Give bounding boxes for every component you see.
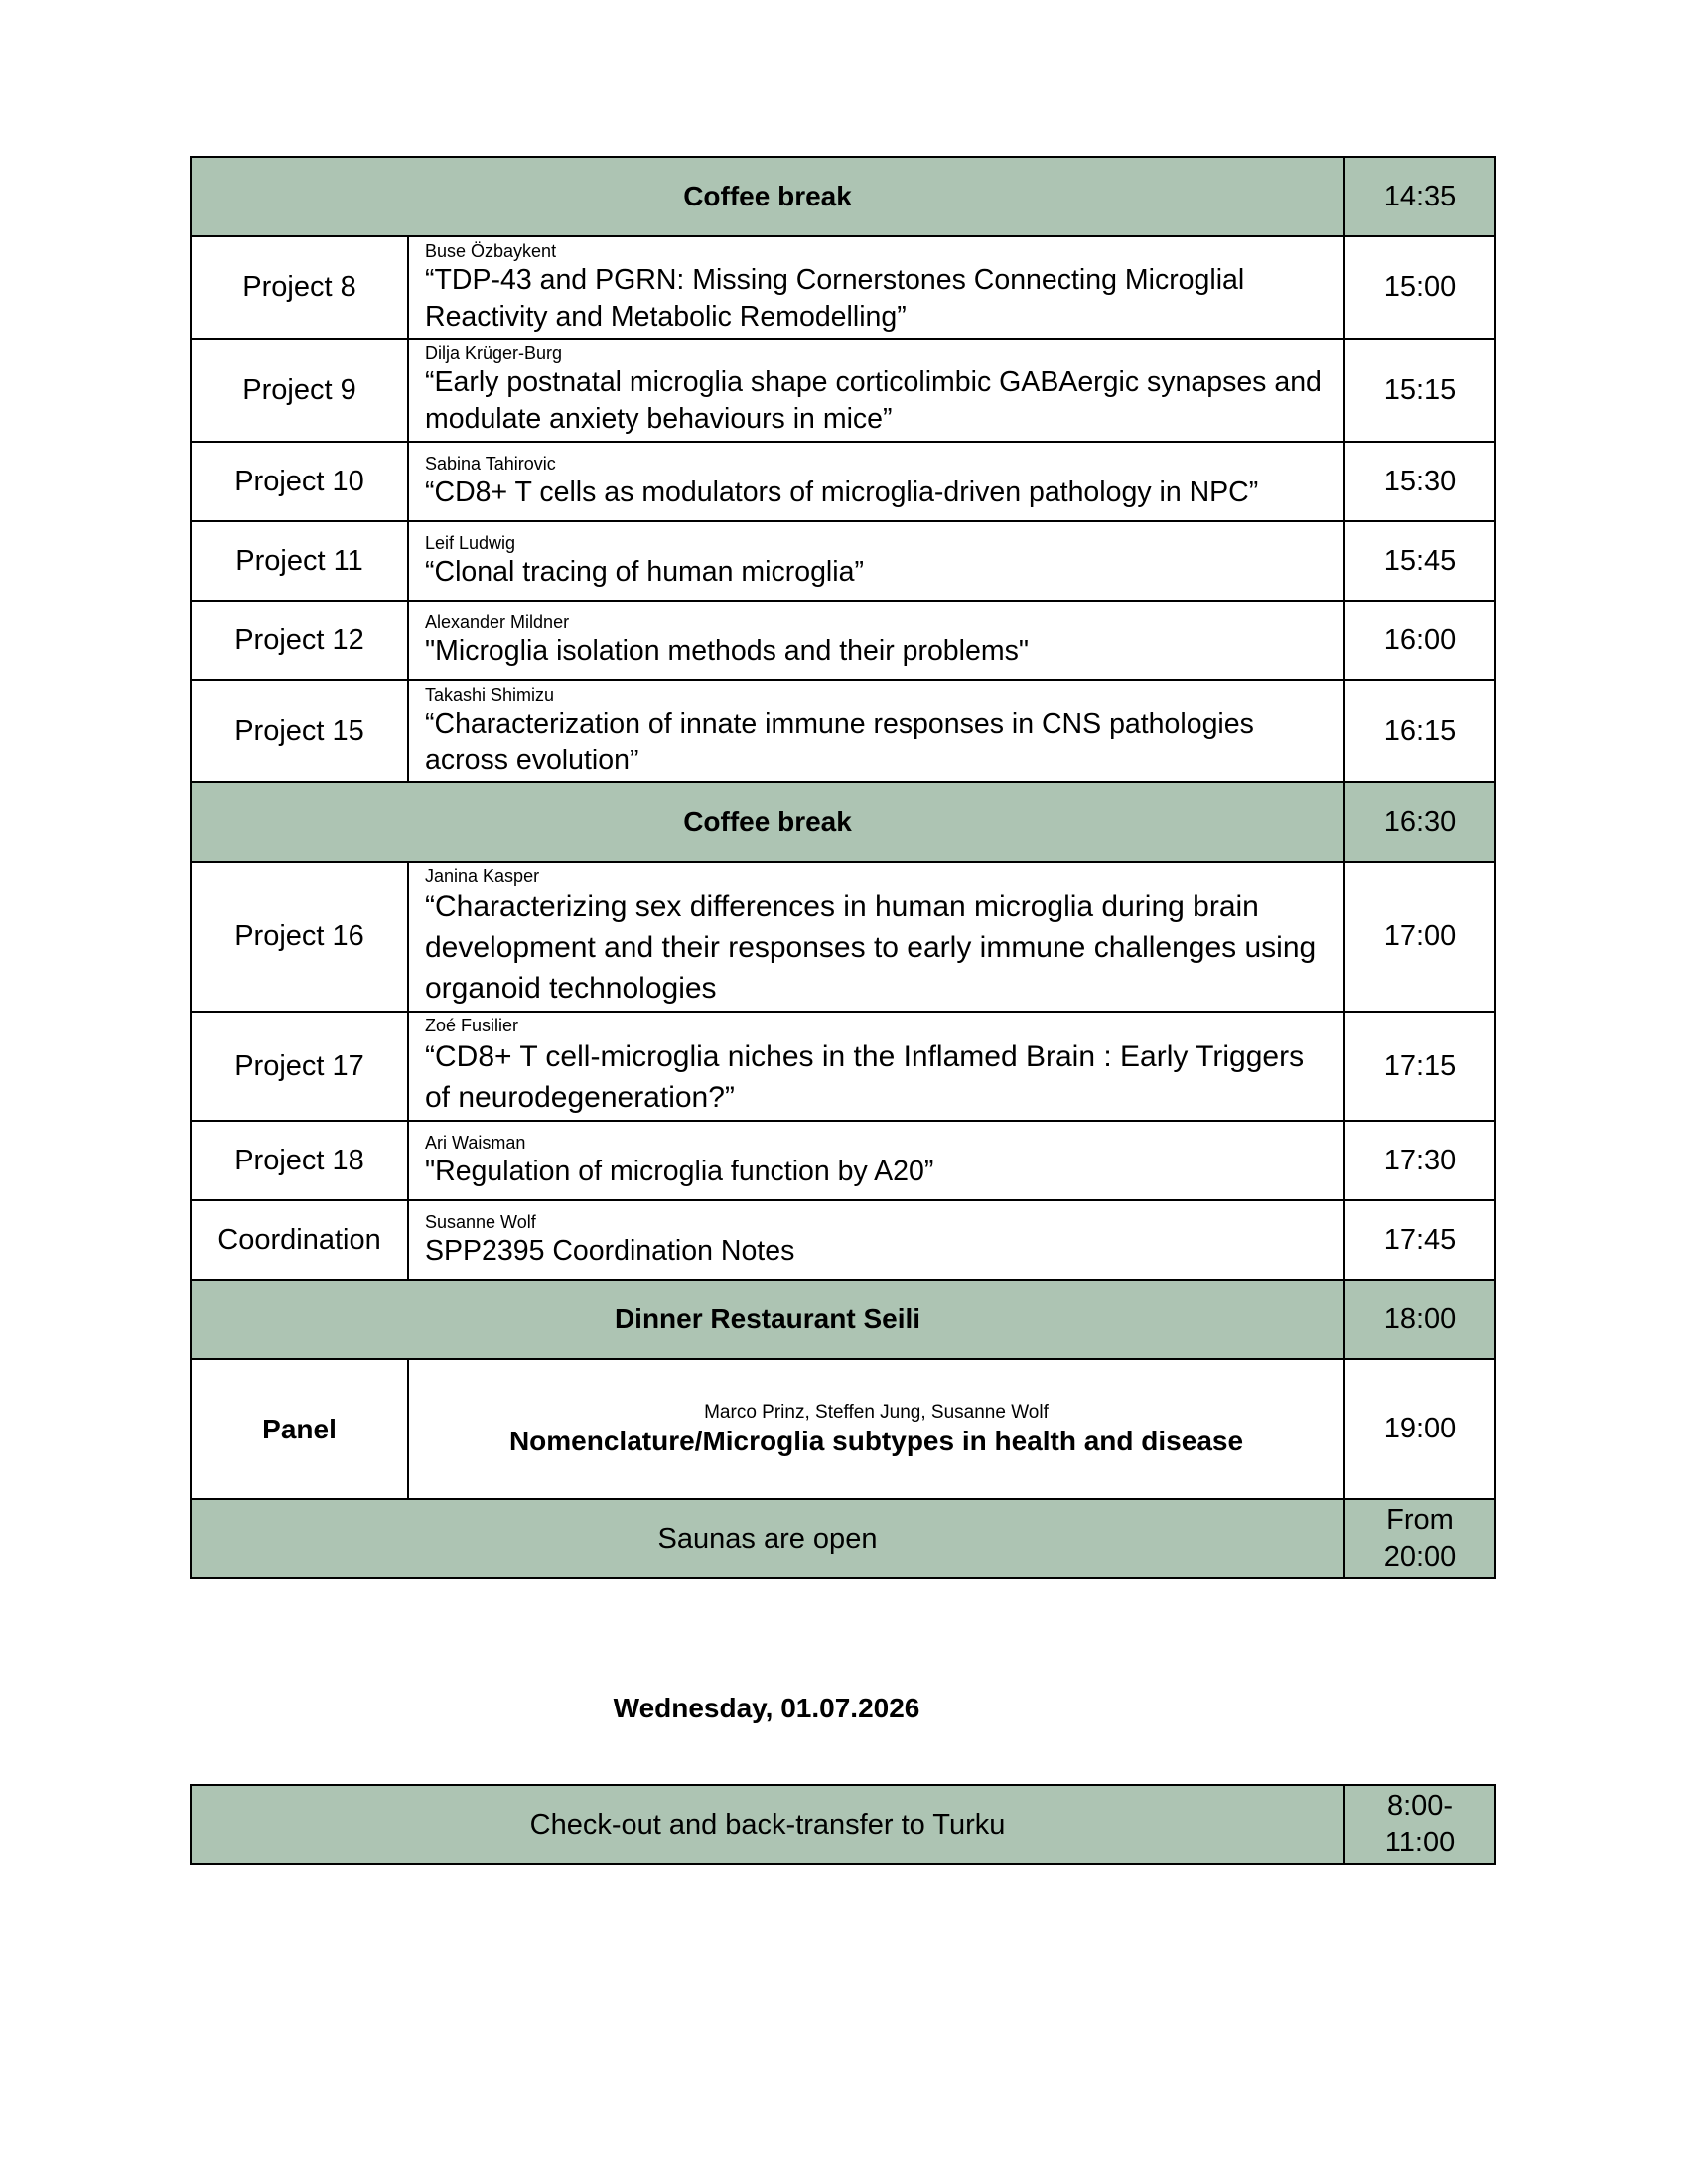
- schedule-row-note: [191, 1499, 1495, 1578]
- project-label: Project 10: [191, 442, 408, 521]
- time-cell: 14:35: [1344, 157, 1495, 236]
- project-label: Project 9: [191, 339, 408, 442]
- time-cell: 15:15: [1344, 339, 1495, 442]
- speaker-name: Susanne Wolf: [425, 1211, 536, 1232]
- time-cell: 16:00: [1344, 601, 1495, 680]
- schedule-row-talk: [191, 1121, 1495, 1200]
- schedule-row-talk: [191, 442, 1495, 521]
- talk-cell: [408, 1012, 1344, 1121]
- talk-title: “Early postnatal microglia shape corticolimbic GABAergic synapses and modulate anxiety behaviours in mice”: [425, 366, 1322, 435]
- talk-title: “CD8+ T cell-microglia niches in the Inflamed Brain : Early Triggers of neurodegeneration?”: [425, 1040, 1305, 1114]
- schedule-row-talk: [191, 339, 1495, 442]
- panel-title: Nomenclature/Microglia subtypes in health and disease: [508, 1425, 1244, 1456]
- talk-cell: [408, 680, 1344, 782]
- project-label: Project 12: [191, 601, 408, 680]
- day2-table: [190, 1784, 1496, 1865]
- speaker-name: Buse Özbaykent: [425, 240, 557, 261]
- project-label: Coordination: [191, 1200, 408, 1280]
- time-cell: [1344, 1499, 1495, 1578]
- talk-title: “Clonal tracing of human microglia”: [425, 555, 864, 588]
- panel-label: Panel: [191, 1359, 408, 1499]
- speaker-name: Takashi Shimizu: [425, 684, 555, 705]
- time-cell: 16:15: [1344, 680, 1495, 782]
- panel-cell: [408, 1359, 1344, 1499]
- talk-cell: [408, 862, 1344, 1012]
- talk-title: SPP2395 Coordination Notes: [425, 1234, 795, 1267]
- time-cell: 17:15: [1344, 1012, 1495, 1121]
- speaker-name: Leif Ludwig: [425, 532, 516, 553]
- time-line-2: 11:00: [1384, 1827, 1456, 1858]
- talk-cell: [408, 442, 1344, 521]
- speaker-name: Sabina Tahirovic: [425, 453, 556, 474]
- project-label: Project 18: [191, 1121, 408, 1200]
- talk-cell: [408, 601, 1344, 680]
- talk-cell: [408, 1200, 1344, 1280]
- speaker-name: Janina Kasper: [425, 866, 540, 886]
- talk-title: “TDP-43 and PGRN: Missing Cornerstones Connecting Microglial Reactivity and Metabolic Remodelling”: [425, 263, 1245, 333]
- schedule-row-talk: [191, 601, 1495, 680]
- speaker-name: Ari Waisman: [425, 1132, 526, 1153]
- time-cell: 17:45: [1344, 1200, 1495, 1280]
- time-cell: 15:00: [1344, 236, 1495, 339]
- talk-cell: [408, 1121, 1344, 1200]
- schedule-row-panel: [191, 1359, 1495, 1499]
- schedule-row-talk: [191, 680, 1495, 782]
- speaker-name: Alexander Mildner: [425, 612, 570, 632]
- schedule-table: [190, 156, 1496, 1579]
- project-label: Project 8: [191, 236, 408, 339]
- note-label: Saunas are open: [191, 1499, 1344, 1578]
- time-cell: 15:30: [1344, 442, 1495, 521]
- talk-cell: [408, 521, 1344, 601]
- speaker-name: Zoé Fusilier: [425, 1016, 519, 1035]
- talk-title: “Characterizing sex differences in human microglia during brain development and their responses to early immune challenges using organoid technologies: [425, 890, 1317, 1005]
- break-label: Dinner Restaurant Seili: [191, 1280, 1344, 1359]
- schedule-row-break: [191, 157, 1495, 236]
- time-cell: 17:30: [1344, 1121, 1495, 1200]
- talk-title: "Microglia isolation methods and their problems": [425, 634, 1029, 667]
- schedule-row-talk: [191, 1012, 1495, 1121]
- checkout-label: Check-out and back-transfer to Turku: [191, 1785, 1344, 1864]
- project-label: Project 16: [191, 862, 408, 1012]
- break-label: Coffee break: [191, 157, 1344, 236]
- project-label: Project 17: [191, 1012, 408, 1121]
- schedule-row-break: [191, 782, 1495, 862]
- day-heading: Wednesday, 01.07.2026: [613, 1693, 920, 1723]
- schedule-row-talk: [191, 1200, 1495, 1280]
- project-label: Project 15: [191, 680, 408, 782]
- schedule-row-talk: [191, 862, 1495, 1012]
- schedule-row-talk: [191, 236, 1495, 339]
- schedule-row-note: [191, 1785, 1495, 1864]
- speaker-name: Dilja Krüger-Burg: [425, 343, 563, 363]
- talk-cell: [408, 339, 1344, 442]
- break-label: Coffee break: [191, 782, 1344, 862]
- schedule-row-talk: [191, 521, 1495, 601]
- time-cell: 19:00: [1344, 1359, 1495, 1499]
- time-line-2: 20:00: [1383, 1541, 1457, 1572]
- talk-cell: [408, 236, 1344, 339]
- talk-title: “Characterization of innate immune responses in CNS pathologies across evolution”: [425, 707, 1254, 776]
- talk-title: “CD8+ T cells as modulators of microglia-driven pathology in NPC”: [425, 476, 1259, 508]
- time-line-1: From: [1386, 1504, 1454, 1536]
- panel-speakers: Marco Prinz, Steffen Jung, Susanne Wolf: [704, 1401, 1049, 1423]
- project-label: Project 11: [191, 521, 408, 601]
- talk-title: "Regulation of microglia function by A20”: [425, 1155, 934, 1187]
- time-line-1: 8:00-: [1386, 1790, 1454, 1822]
- schedule-row-break: [191, 1280, 1495, 1359]
- time-cell: [1344, 1785, 1495, 1864]
- time-cell: 17:00: [1344, 862, 1495, 1012]
- time-cell: 15:45: [1344, 521, 1495, 601]
- time-cell: 18:00: [1344, 1280, 1495, 1359]
- time-cell: 16:30: [1344, 782, 1495, 862]
